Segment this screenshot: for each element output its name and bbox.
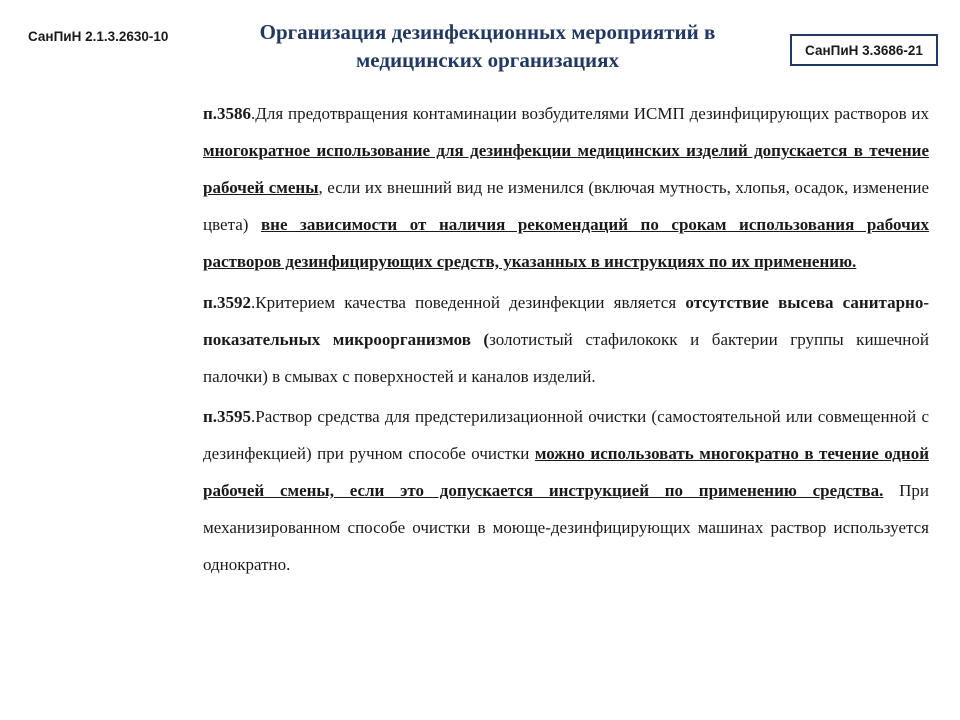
- clause-number: п.3586: [203, 104, 252, 123]
- sanpin-reference-box: СанПиН 3.3686-21: [790, 34, 938, 66]
- emphasis-segment: отсутствие высева санитарно-показательных микроорганизмов (: [203, 293, 929, 349]
- text-segment: .Раствор средства для предстерилизационной очистки (самостоятельной или совмещенной с дезинфекцией) при ручном способе очистки: [203, 407, 929, 463]
- paragraph-3586: [203, 95, 929, 280]
- sanpin-reference-left: СанПиН 2.1.3.2630-10: [28, 29, 169, 44]
- clause-number: п.3595: [203, 407, 252, 426]
- emphasis-segment: вне зависимости от наличия рекомендаций по срокам использования рабочих растворов дезинфицирующих средств, указанных в инструкциях по их применению.: [203, 215, 929, 271]
- text-segment: золотистый стафилококк и бактерии группы кишечной палочки) в смывах с поверхностей и каналов изделий.: [203, 330, 929, 386]
- text-segment: .Для предотвращения контаминации возбудителями ИСМП дезинфицирующих растворов их: [251, 104, 929, 123]
- document-body: [203, 95, 929, 587]
- page-title: Организация дезинфекционных мероприятий в медицинских организациях: [259, 20, 716, 72]
- paragraph-3592: [203, 284, 929, 395]
- emphasis-segment: можно использовать многократно в течение одной рабочей смены, если это допускается инструкцией по применению средства.: [203, 444, 929, 500]
- emphasis-segment: многократное использование для дезинфекции медицинских изделий допускается в течение рабочей смены: [203, 141, 929, 197]
- text-segment: При механизированном способе очистки в моюще-дезинфицирующих машинах раствор используется однократно.: [203, 481, 929, 574]
- text-segment: .Критерием качества поведенной дезинфекции является: [251, 293, 686, 312]
- clause-number: п.3592: [203, 293, 252, 312]
- text-segment: , если их внешний вид не изменился (включая мутность, хлопья, осадок, изменение цвета): [203, 178, 929, 234]
- paragraph-3595: [203, 398, 929, 583]
